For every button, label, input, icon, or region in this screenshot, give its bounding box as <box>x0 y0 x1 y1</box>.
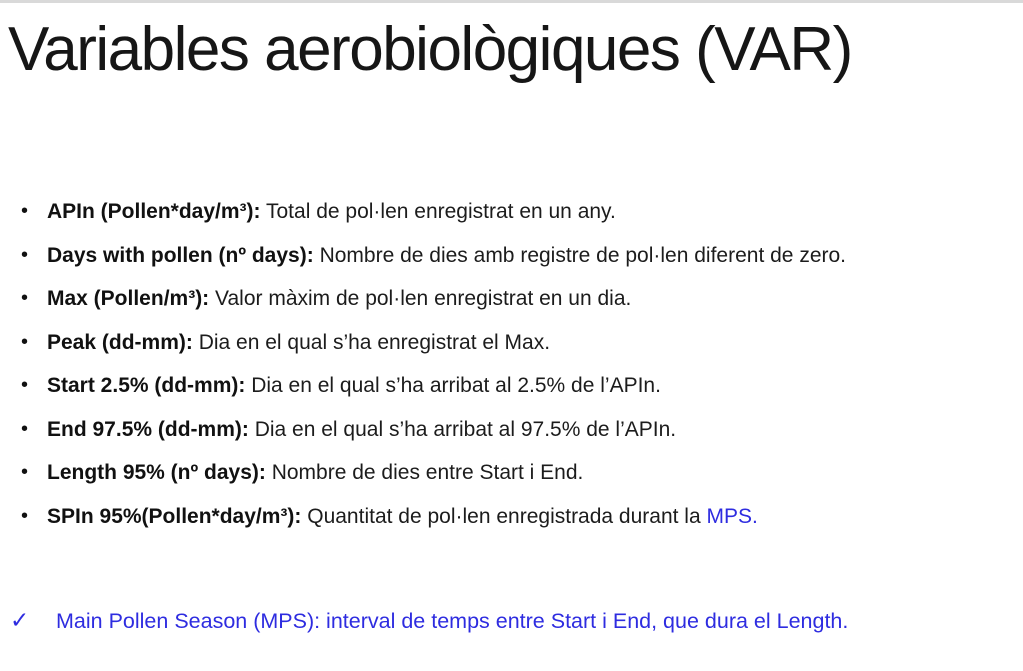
variable-definition: Quantitat de pol·len enregistrada durant la <box>307 504 701 528</box>
mps-note-text: Main Pollen Season (MPS): interval de temps entre Start i End, que dura el Length. <box>56 609 849 633</box>
variable-term: End 97.5% (dd-mm): <box>47 417 249 441</box>
list-item <box>47 374 1023 398</box>
mps-reference-link: MPS. <box>706 504 758 528</box>
checkmark-icon: ✓ <box>10 607 30 633</box>
variable-term: Start 2.5% (dd-mm): <box>47 374 246 397</box>
mps-note <box>10 607 1020 634</box>
variable-definition: Valor màxim de pol·len enregistrat en un dia. <box>215 287 632 310</box>
list-item <box>47 287 1023 311</box>
variable-term: Peak (dd-mm): <box>47 330 193 354</box>
variable-term: Days with pollen (nº days): <box>47 243 314 267</box>
variable-term: SPIn 95%(Pollen*day/m³): <box>47 504 302 528</box>
list-item <box>47 244 1023 268</box>
variables-list <box>47 200 1023 548</box>
list-item <box>47 461 1023 485</box>
list-item <box>47 200 1023 224</box>
variable-term: Max (Pollen/m³): <box>47 287 210 310</box>
list-item <box>47 418 1023 442</box>
top-border-strip <box>0 0 1023 3</box>
variable-definition: Dia en el qual s’ha arribat al 97.5% de l’APIn. <box>254 417 677 441</box>
variable-definition: Nombre de dies amb registre de pol·len diferent de zero. <box>319 243 847 267</box>
variable-term: Length 95% (nº days): <box>47 461 266 484</box>
variable-definition: Total de pol·len enregistrat en un any. <box>266 200 616 223</box>
list-item <box>47 331 1023 355</box>
variable-term: APIn (Pollen*day/m³): <box>47 200 261 223</box>
list-item <box>47 505 1023 529</box>
variable-definition: Dia en el qual s’ha arribat al 2.5% de l’APIn. <box>251 374 661 397</box>
variable-definition: Nombre de dies entre Start i End. <box>271 461 584 484</box>
slide-title: Variables aerobiològiques (VAR) <box>8 15 852 84</box>
variable-definition: Dia en el qual s’ha enregistrat el Max. <box>198 330 551 354</box>
